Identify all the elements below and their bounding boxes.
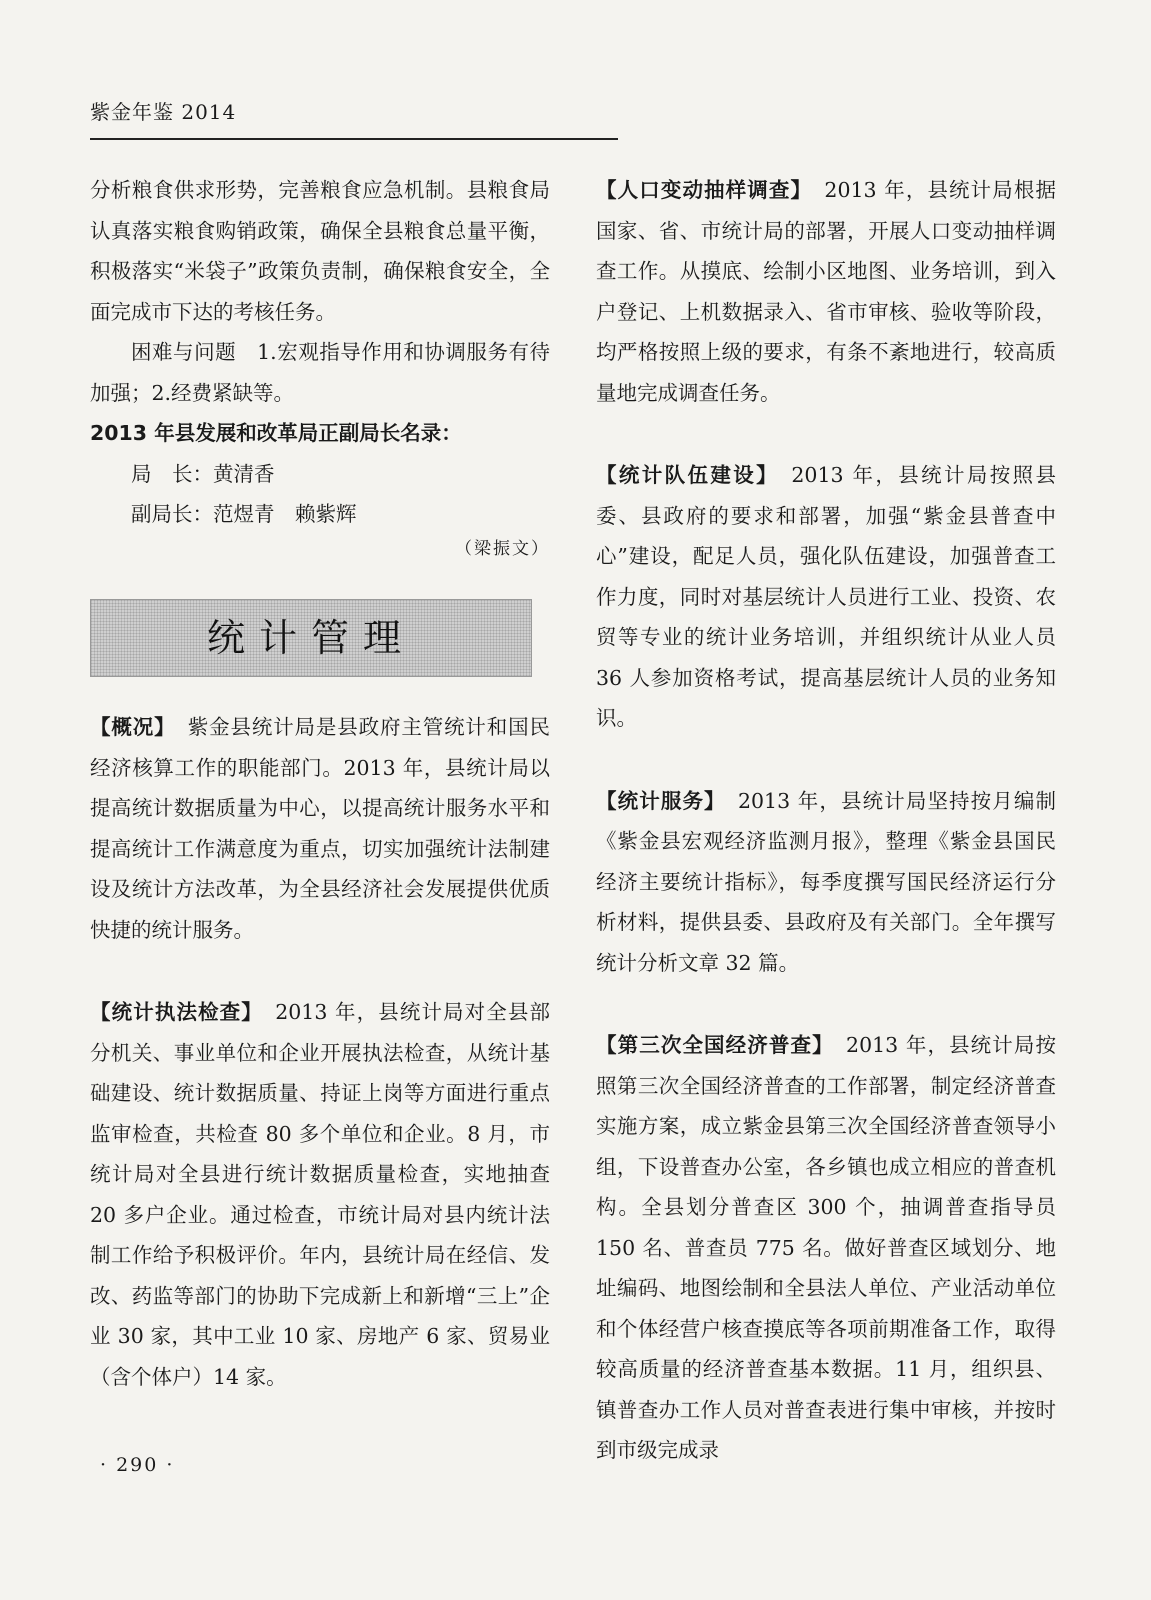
population-tag: 【人口变动抽样调查】 <box>596 178 813 202</box>
team-paragraph <box>596 455 1056 739</box>
roster-title: 2013 年县发展和改革局正副局长名录： <box>90 421 462 445</box>
census-tag: 【第三次全国经济普查】 <box>596 1033 834 1057</box>
overview-tag: 【概况】 <box>90 715 176 739</box>
law-text: 2013 年，县统计局对全县部分机关、事业单位和企业开展执法检查，从统计基础建设、统计数据质量、持证上岗等方面进行重点监审检查，共检查 80 多个单位和企业。8 月，市统计局对全县进行统计数据质量检查，实地抽查 20 多户企业。通过检查，市统计局对县内统计法制工作给予积极评价。年内，县统计局在经信、发改、药监等部门的协助下完成新上和新增“三上”企业 30 家，其中工业 10 家、房地产 6 家、贸易业（含个体户）14 家。 <box>90 1000 551 1389</box>
census-text: 2013 年，县统计局按照第三次全国经济普查的工作部署，制定经济普查实施方案，成立紫金县第三次全国经济普查领导小组，下设普查办公室，各乡镇也成立相应的普查机构。全县划分普查区 300 个，抽调普查指导员 150 名、普查员 775 名。做好普查区域划分、地址编码、地图绘制和全县法人单位、产业活动单位和个体经营户核查摸底等各项前期准备工作，取得较高质量的经济普查基本数据。11 月，组织县、镇普查办工作人员对普查表进行集中审核，并按时到市级完成录 <box>596 1033 1057 1462</box>
deputy-line: 副局长：范煜青 赖紫辉 <box>131 502 357 526</box>
page-number: · 290 · <box>100 1454 175 1476</box>
service-paragraph <box>596 781 1056 984</box>
author-credit: （梁振文） <box>455 538 550 559</box>
law-paragraph <box>90 992 550 1397</box>
service-text: 2013 年，县统计局坚持按月编制《紫金县宏观经济监测月报》，整理《紫金县国民经济主要统计指标》，每季度撰写国民经济运行分析材料，提供县委、县政府及有关部门。全年撰写统计分析文章 32 篇。 <box>596 788 1056 975</box>
law-tag: 【统计执法检查】 <box>90 1000 263 1024</box>
intro-paragraph: 分析粮食供求形势，完善粮食应急机制。县粮食局认真落实粮食购销政策，确保全县粮食总量平衡，积极落实“米袋子”政策负责制，确保粮食安全，全面完成市下达的考核任务。 <box>90 178 550 324</box>
section-banner <box>90 599 532 677</box>
census-paragraph <box>596 1025 1056 1471</box>
director-line: 局 长：黄清香 <box>131 461 275 486</box>
running-header: 紫金年鉴 2014 <box>90 100 237 124</box>
population-text: 2013 年，县统计局根据国家、省、市统计局的部署，开展人口变动抽样调查工作。从摸底、绘制小区地图、业务培训，到入户登记、上机数据录入、省市审核、验收等阶段，均严格按照上级的要求，有条不紊地进行，较高质量地完成调查任务。 <box>596 178 1057 405</box>
section-title: 统计管理 <box>206 615 415 660</box>
overview-paragraph <box>90 707 550 950</box>
right-column <box>596 170 1056 1471</box>
team-text: 2013 年，县统计局按照县委、县政府的要求和部署，加强“紫金县普查中心”建设，配足人员，强化队伍建设，加强普查工作力度，同时对基层统计人员进行工业、投资、农贸等专业的统计业务培训，并组织统计从业人员 36 人参加资格考试，提高基层统计人员的业务知识。 <box>596 463 1057 730</box>
left-column <box>90 170 550 1397</box>
problems-paragraph: 困难与问题 1.宏观指导作用和协调服务有待加强；2.经费紧缺等。 <box>90 340 550 405</box>
population-paragraph <box>596 170 1056 413</box>
service-tag: 【统计服务】 <box>596 788 726 813</box>
header-rule <box>90 138 618 140</box>
overview-text: 紫金县统计局是县政府主管统计和国民经济核算工作的职能部门。2013 年，县统计局以提高统计数据质量为中心，以提高统计服务水平和提高统计工作满意度为重点，切实加强统计法制建设及统计方法改革，为全县经济社会发展提供优质快捷的统计服务。 <box>90 715 551 942</box>
team-tag: 【统计队伍建设】 <box>596 463 780 487</box>
